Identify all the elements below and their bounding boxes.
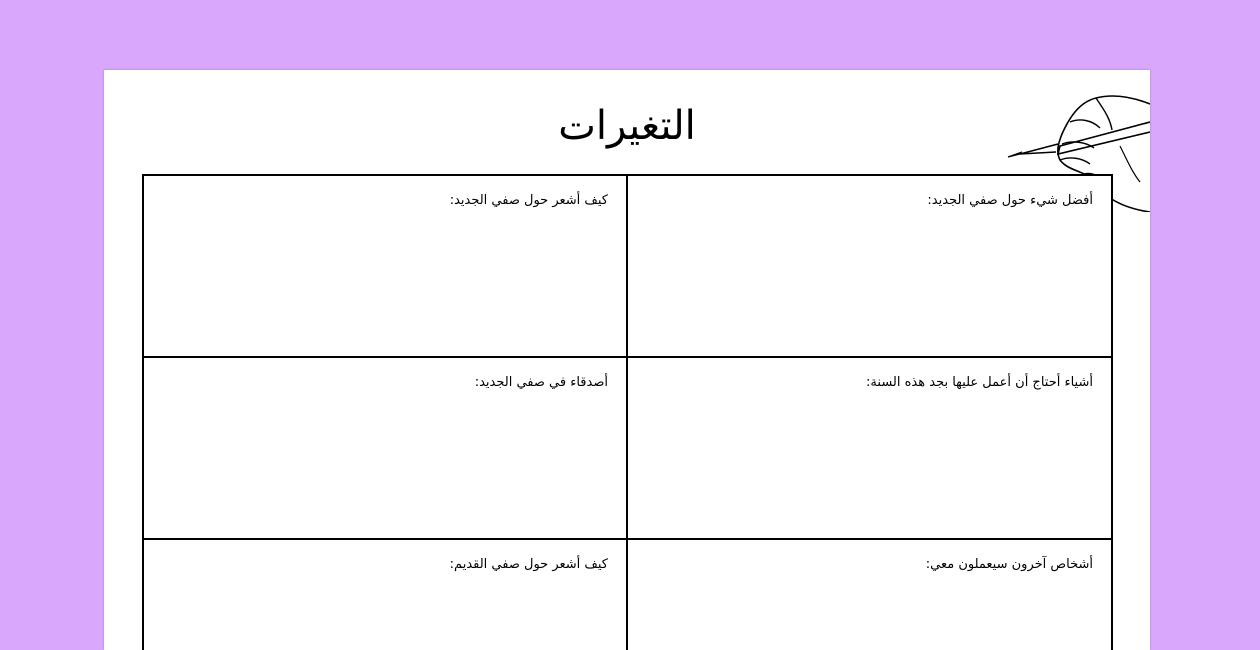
worksheet-sheet [104,70,1150,650]
prompt-feelings-new-class: كيف أشعر حول صفي الجديد: [449,193,608,208]
cell-feelings-old-class[interactable] [144,540,628,650]
cell-friends-new-class[interactable] [144,358,628,540]
prompt-friends-new-class: أصدقاء في صفي الجديد: [474,375,608,390]
worksheet-grid [142,174,1113,650]
prompt-best-thing: أفضل شيء حول صفي الجديد: [927,193,1093,208]
cell-best-thing[interactable] [626,176,1113,358]
cell-things-to-work-on[interactable] [626,358,1113,540]
worksheet-title: التغيرات [558,103,696,149]
prompt-other-people: أشخاص آخرون سيعملون معي: [925,557,1093,572]
cell-other-people[interactable] [626,540,1113,650]
prompt-things-to-work-on: أشياء أحتاج أن أعمل عليها بجد هذه السنة: [866,375,1093,390]
prompt-feelings-old-class: كيف أشعر حول صفي القديم: [449,557,608,572]
cell-feelings-new-class[interactable] [144,176,628,358]
